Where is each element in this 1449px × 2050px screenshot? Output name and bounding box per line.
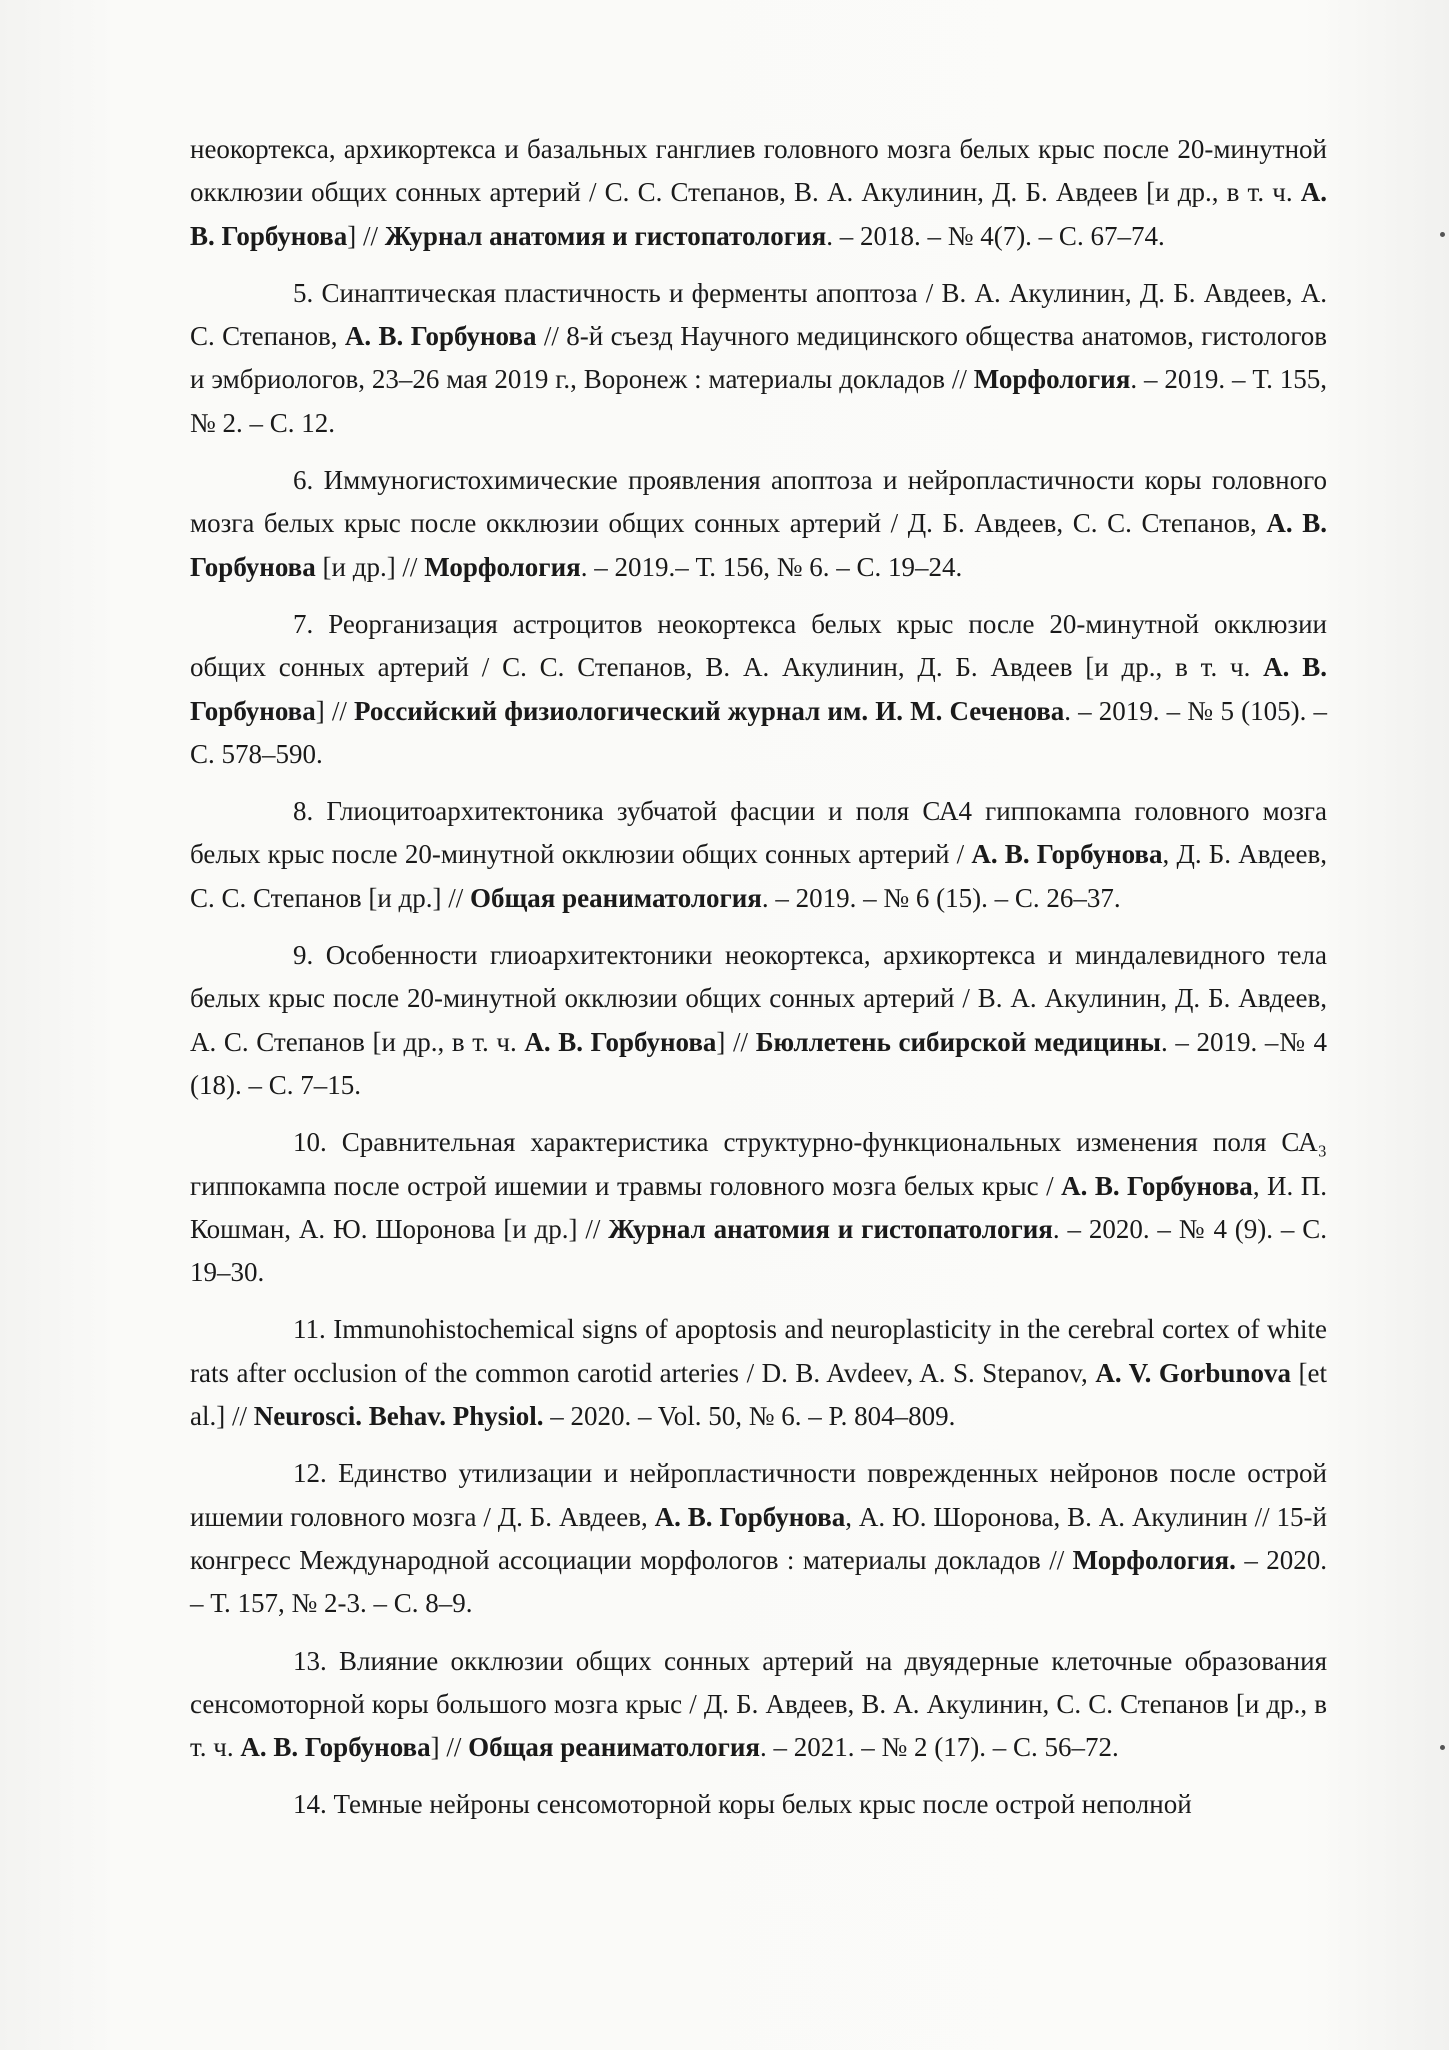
- text-run: ] //: [315, 695, 355, 726]
- entry-text: [190, 934, 1327, 1107]
- text-run: . – 2019. – № 5 (105). – С. 578–590.: [190, 695, 1327, 769]
- text-run: 13. Влияние окклюзии общих сонных артерий на двуядерные клеточные образования сенсомоторной коры большого мозга крыс / Д. Б. Авдеев, В. А. Акулинин, С. С. Степанов [и др., в т. ч.: [190, 1645, 1327, 1763]
- bold-text: А. В. Горбунова: [971, 839, 1163, 870]
- bold-text: А. В. Горбунова: [240, 1732, 431, 1763]
- text-run: 5. Синаптическая пластичность и ферменты апоптоза / В. А. Акулинин, Д. Б. Авдеев, А. С. Степанов,: [190, 277, 1327, 352]
- text-run: – 2020. – Vol. 50, № 6. – P. 804–809.: [543, 1401, 956, 1432]
- bibliography-entry-7: [190, 603, 1327, 776]
- bibliography-entry-13: [190, 1640, 1327, 1770]
- bold-text: А. В. Горбунова: [190, 508, 1327, 582]
- bibliography-entry-10: [190, 1121, 1327, 1294]
- text-run: ] //: [347, 220, 385, 251]
- text-run: 8. Глиоцитоархитектоника зубчатой фасции и поля СА4 гиппокампа головного мозга белых крыс после 20-минутной окклюзии общих сонных артерий /: [190, 796, 1327, 870]
- text-run: неокортекса, архикортекса и базальных ганглиев головного мозга белых крыс после 20-минутной окклюзии общих сонных артерий / С. С. Степанов, В. А. Акулинин, Д. Б. Авдеев [и др., в т. ч.: [190, 134, 1327, 208]
- bold-text: Морфология.: [1072, 1544, 1236, 1575]
- entry-text: [190, 272, 1327, 445]
- bibliography-entry-12: [190, 1452, 1327, 1625]
- bold-text: Журнал анатомия и гистопатология: [608, 1213, 1053, 1244]
- bibliography-entry-14: [190, 1783, 1327, 1826]
- scan-speck: [1440, 232, 1445, 237]
- entry-text: [190, 790, 1327, 920]
- bold-text: Бюллетень сибирской медицины: [755, 1026, 1161, 1057]
- entry-text: [190, 1308, 1327, 1438]
- bold-text: А. В. Горбунова: [1061, 1170, 1253, 1201]
- text-run: , Д. Б. Авдеев, С. С. Степанов [и др.] //: [190, 839, 1328, 913]
- text-run: 12. Единство утилизации и нейропластичности поврежденных нейронов после острой ишемии головного мозга / Д. Б. Авдеев,: [190, 1458, 1327, 1532]
- text-run: , А. Ю. Шоронова, В. А. Акулинин // 15-й конгресс Международной ассоциации морфологов : материалы докладов //: [190, 1501, 1327, 1575]
- bold-text: А. В. Горбунова: [654, 1501, 846, 1532]
- bold-text: Журнал анатомия и гистопатология: [384, 220, 827, 251]
- entry-text: [190, 1452, 1327, 1625]
- bibliography-entry-11: [190, 1308, 1327, 1438]
- text-run: [и др.] //: [315, 551, 425, 582]
- bold-text: Общая реаниматология: [468, 1732, 761, 1763]
- text-run: 7. Реорганизация астроцитов неокортекса белых крыс после 20-минутной окклюзии общих сонных артерий / С. С. Степанов, В. А. Акулинин, Д. Б. Авдеев [и др., в т. ч.: [190, 608, 1327, 683]
- entry-text: [190, 1640, 1327, 1770]
- text-run: 14. Темные нейроны сенсомоторной коры белых крыс после острой неполной: [293, 1789, 1192, 1820]
- text-run: 11. Immunohistochemical signs of apoptosis and neuroplasticity in the cerebral cortex of white rats after occlusion of the common carotid arteries / D. B. Avdeev, A. S. Stepanov,: [190, 1314, 1327, 1388]
- text-run: . – 2021. – № 2 (17). – С. 56–72.: [760, 1732, 1119, 1763]
- entry-text: [190, 603, 1327, 776]
- bold-text: А. В. Горбунова: [190, 177, 1327, 251]
- bold-text: А. В. Горбунова: [344, 321, 537, 352]
- entry-text: [190, 128, 1327, 258]
- bibliography-entry-6: [190, 459, 1327, 589]
- text-run: . – 2019. – № 6 (15). – С. 26–37.: [761, 882, 1121, 913]
- bibliography-entry-5: [190, 272, 1327, 445]
- text-run: [et al.] //: [190, 1357, 1327, 1432]
- text-run: . – 2018. – № 4(7). – С. 67–74.: [826, 220, 1165, 251]
- text-run: . – 2020. – № 4 (9). – С. 19–30.: [190, 1213, 1327, 1288]
- text-run: 9. Особенности глиоархитектоники неокортекса, архикортекса и миндалевидного тела белых крыс после 20-минутной окклюзии общих сонных артерий / В. А. Акулинин, Д. Б. Авдеев, А. С. Степанов [и др., в т. ч.: [190, 940, 1327, 1057]
- text-run: . – 2019. –№ 4 (18). – С. 7–15.: [190, 1026, 1328, 1100]
- text-run: // 8-й съезд Научного медицинского общества анатомов, гистологов и эмбриологов, 23–26 мая 2019 г., Воронеж : материалы докладов //: [190, 321, 1328, 395]
- bold-text: А. В. Горбунова: [190, 652, 1327, 726]
- text-run: . – 2019. – Т. 155, № 2. – С. 12.: [190, 364, 1328, 438]
- bold-text: Общая реаниматология: [470, 882, 762, 913]
- bold-text: Российский физиологический журнал им. И. М. Сеченова: [354, 695, 1065, 726]
- text-run: , И. П. Кошман, А. Ю. Шоронова [и др.] //: [190, 1170, 1328, 1244]
- scan-speck: [1440, 1745, 1445, 1750]
- bibliography-list: [190, 128, 1327, 1827]
- bibliography-entry-8: [190, 790, 1327, 920]
- entry-text: [190, 459, 1327, 589]
- text-run: ] //: [716, 1026, 756, 1057]
- text-run: – 2020. – Т. 157, № 2-3. – С. 8–9.: [190, 1544, 1327, 1619]
- text-run: ] //: [430, 1732, 469, 1763]
- bold-text: A. V. Gorbunova: [1095, 1357, 1291, 1388]
- bold-text: Морфология: [973, 364, 1131, 395]
- bold-text: Морфология: [424, 551, 581, 582]
- text-run: 6. Иммуногистохимические проявления апоптоза и нейропластичности коры головного мозга белых крыс после окклюзии общих сонных артерий / Д. Б. Авдеев, С. С. Степанов,: [190, 465, 1327, 539]
- bold-text: А. В. Горбунова: [524, 1026, 717, 1057]
- bibliography-entry-9: [190, 934, 1327, 1107]
- bold-text: Neurosci. Behav. Physiol.: [253, 1401, 544, 1432]
- entry-text: [190, 1121, 1327, 1294]
- entry-text: [190, 1783, 1327, 1826]
- bibliography-entry-continued: [190, 128, 1327, 258]
- text-run: . – 2019.– Т. 156, № 6. – С. 19–24.: [580, 551, 963, 582]
- text-run: 10. Сравнительная характеристика структурно-функциональных изменения поля СА₃ гиппокампа после острой ишемии и травмы головного мозга белых крыс /: [190, 1127, 1327, 1201]
